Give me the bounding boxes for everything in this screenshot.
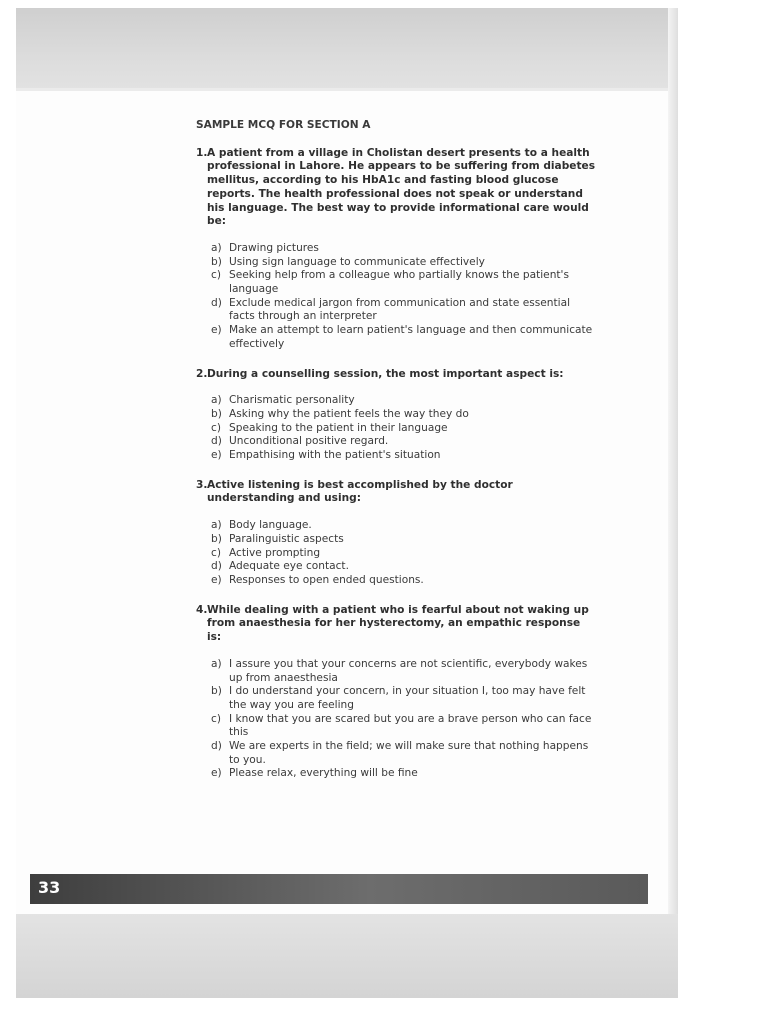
option-letter: d) [211, 435, 222, 448]
question-number: 3. [196, 478, 208, 491]
option-text: Charismatic personality [229, 394, 355, 407]
option-letter: e) [211, 449, 222, 462]
option-e [211, 767, 596, 781]
option-d [211, 740, 596, 767]
option-letter: d) [211, 296, 222, 309]
option-a [211, 242, 596, 256]
option-a [211, 658, 596, 685]
option-d [211, 435, 596, 449]
question-3 [196, 479, 596, 588]
question-text: Active listening is best accomplished by the doctor understanding and using: [207, 478, 513, 505]
question-stem [196, 479, 596, 506]
question-4 [196, 604, 596, 781]
option-text: Adequate eye contact. [229, 560, 349, 573]
option-a [211, 394, 596, 408]
option-b [211, 256, 596, 270]
option-letter: c) [211, 712, 221, 725]
option-text: Responses to open ended questions. [229, 573, 424, 586]
option-letter: b) [211, 255, 222, 268]
option-e [211, 449, 596, 463]
footer-bar [30, 874, 648, 904]
question-stem [196, 604, 596, 645]
page-number: 33 [38, 878, 61, 897]
option-letter: e) [211, 324, 222, 337]
option-letter: b) [211, 532, 222, 545]
question-stem [196, 368, 596, 382]
option-text: Seeking help from a colleague who partially knows the patient's language [229, 269, 569, 296]
option-b [211, 408, 596, 422]
option-letter: a) [211, 657, 222, 670]
option-list [196, 519, 596, 588]
option-letter: c) [211, 421, 221, 434]
option-text: Exclude medical jargon from communication and state essential facts through an interpreter [229, 296, 571, 323]
question-text: A patient from a village in Cholistan desert presents to a health professional in Lahore. He appears to be suffering from diabetes mellitus, according to his HbA1c and fasting blood glucose reports. The health professional does not speak or understand his language. The best way to provide informational care would be: [207, 146, 596, 228]
option-text: Body language. [229, 519, 312, 532]
option-text: Make an attempt to learn patient's language and then communicate effectively [229, 324, 593, 350]
option-c [211, 269, 596, 296]
option-list [196, 242, 596, 352]
option-b [211, 685, 596, 712]
question-number: 4. [196, 603, 208, 616]
option-letter: b) [211, 407, 222, 420]
question-number: 1. [196, 146, 208, 159]
option-letter: c) [211, 546, 221, 559]
option-list [196, 658, 596, 781]
option-letter: a) [211, 519, 222, 532]
option-text: Drawing pictures [229, 241, 319, 254]
option-text: Asking why the patient feels the way they do [229, 407, 469, 420]
question-2 [196, 368, 596, 463]
page-content [196, 119, 596, 797]
option-e [211, 574, 596, 588]
scan-top-margin [16, 8, 678, 90]
option-letter: a) [211, 241, 222, 254]
option-letter: e) [211, 767, 222, 780]
option-text: Using sign language to communicate effectively [229, 255, 485, 268]
option-text: I assure you that your concerns are not scientific, everybody wakes up from anaesthesia [229, 657, 588, 684]
option-text: Please relax, everything will be fine [229, 767, 418, 780]
option-d [211, 297, 596, 324]
option-letter: e) [211, 573, 222, 586]
question-text: While dealing with a patient who is fearful about not waking up from anaesthesia for her hysterectomy, an empathic response is: [207, 603, 589, 644]
option-letter: d) [211, 740, 222, 753]
option-text: Active prompting [229, 546, 321, 559]
question-stem [196, 147, 596, 229]
option-text: I know that you are scared but you are a brave person who can face this [229, 712, 592, 739]
option-text: We are experts in the field; we will make sure that nothing happens to you. [229, 740, 589, 766]
option-c [211, 713, 596, 740]
question-number: 2. [196, 367, 208, 380]
scan-right-margin [668, 8, 678, 998]
option-text: Speaking to the patient in their language [229, 421, 448, 434]
option-text: Unconditional positive regard. [229, 435, 389, 448]
option-c [211, 422, 596, 436]
option-c [211, 547, 596, 561]
section-heading: SAMPLE MCQ FOR SECTION A [196, 119, 371, 131]
option-text: I do understand your concern, in your situation I, too may have felt the way you are feeling [229, 685, 586, 711]
scan-bottom-margin [16, 914, 678, 998]
question-1 [196, 147, 596, 352]
option-text: Empathising with the patient's situation [229, 449, 441, 462]
option-letter: c) [211, 269, 221, 282]
option-text: Paralinguistic aspects [229, 532, 344, 545]
option-letter: a) [211, 394, 222, 407]
option-b [211, 533, 596, 547]
question-text: During a counselling session, the most important aspect is: [207, 367, 564, 380]
option-a [211, 519, 596, 533]
option-d [211, 560, 596, 574]
option-letter: d) [211, 560, 222, 573]
option-letter: b) [211, 685, 222, 698]
option-e [211, 324, 596, 351]
option-list [196, 394, 596, 463]
